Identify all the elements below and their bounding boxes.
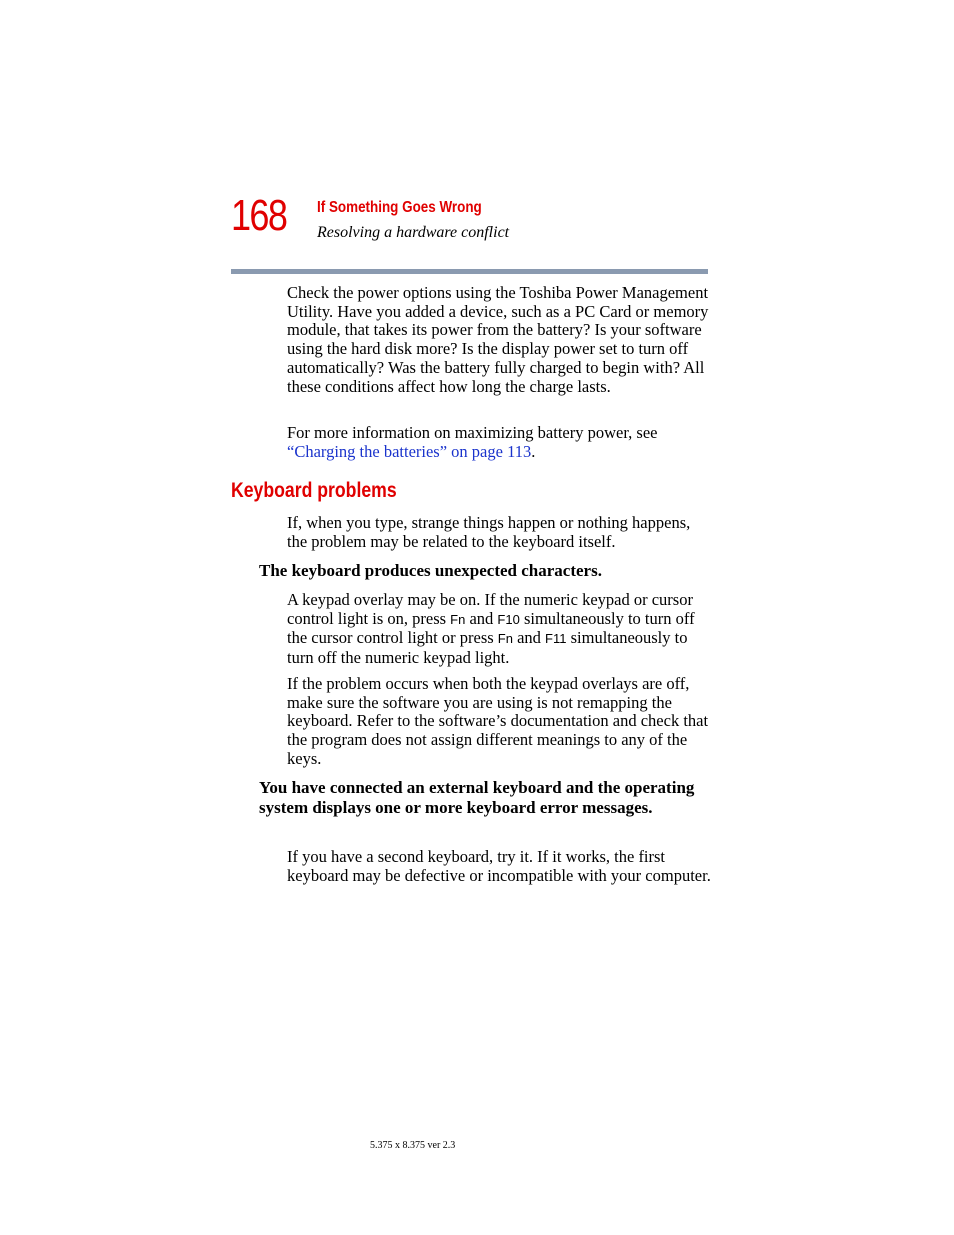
page-number: 168 bbox=[231, 191, 287, 240]
keypad-text-5: simultaneously to turn off the numeric keypad light. bbox=[287, 628, 688, 668]
paragraph-power-options: Check the power options using the Toshiba Power Management Utility. Have you added a device, such as a PC Card or memory module, that takes its power from the battery? Is your software using the hard disk more? Is the display power set to turn off automatically? Was the battery fully charged to begin with? All these conditions affect how long the charge lasts. bbox=[287, 283, 709, 396]
more-info-text: For more information on maximizing battery power, see bbox=[287, 423, 658, 442]
key-fn: Fn bbox=[497, 631, 513, 647]
section-subtitle: Resolving a hardware conflict bbox=[317, 224, 510, 241]
keyboard-problems-heading: Keyboard problems bbox=[231, 479, 397, 502]
subhead-unexpected-characters: The keyboard produces unexpected characters. bbox=[259, 561, 602, 580]
chapter-title: If Something Goes Wrong bbox=[317, 199, 482, 216]
keypad-text-3: simultaneously to turn off the cursor control light or press bbox=[287, 608, 695, 648]
keypad-text-4: and bbox=[512, 628, 546, 648]
keypad-text-2: and bbox=[465, 608, 498, 628]
footer-version: 5.375 x 8.375 ver 2.3 bbox=[370, 1140, 456, 1151]
key-f10: F10 bbox=[497, 611, 520, 627]
paragraph-keypad-overlay bbox=[287, 591, 712, 668]
key-f11: F11 bbox=[545, 631, 567, 647]
more-info-period: . bbox=[531, 441, 536, 461]
paragraph-keyboard-intro: If, when you type, strange things happen or nothing happens, the problem may be related to the keyboard itself. bbox=[287, 513, 691, 551]
paragraph-more-info bbox=[287, 424, 712, 461]
key-fn: Fn bbox=[450, 611, 466, 627]
paragraph-remapping: If the problem occurs when both the keypad overlays are off, make sure the software you are using is not remapping the keyboard. Refer to the software’s documentation and check that the program does not assign different meanings to any of the keys. bbox=[287, 674, 709, 768]
header-divider bbox=[231, 269, 708, 274]
charging-batteries-link[interactable]: “Charging the batteries” on page 113 bbox=[287, 441, 532, 461]
subhead-external-keyboard: You have connected an external keyboard and the operating system displays one or more keyboard error messages. bbox=[259, 778, 695, 817]
keypad-text-1: A keypad overlay may be on. If the numeric keypad or cursor control light is on, press bbox=[287, 590, 693, 628]
paragraph-second-keyboard: If you have a second keyboard, try it. If it works, the first keyboard may be defective or incompatible with your computer. bbox=[287, 847, 711, 885]
